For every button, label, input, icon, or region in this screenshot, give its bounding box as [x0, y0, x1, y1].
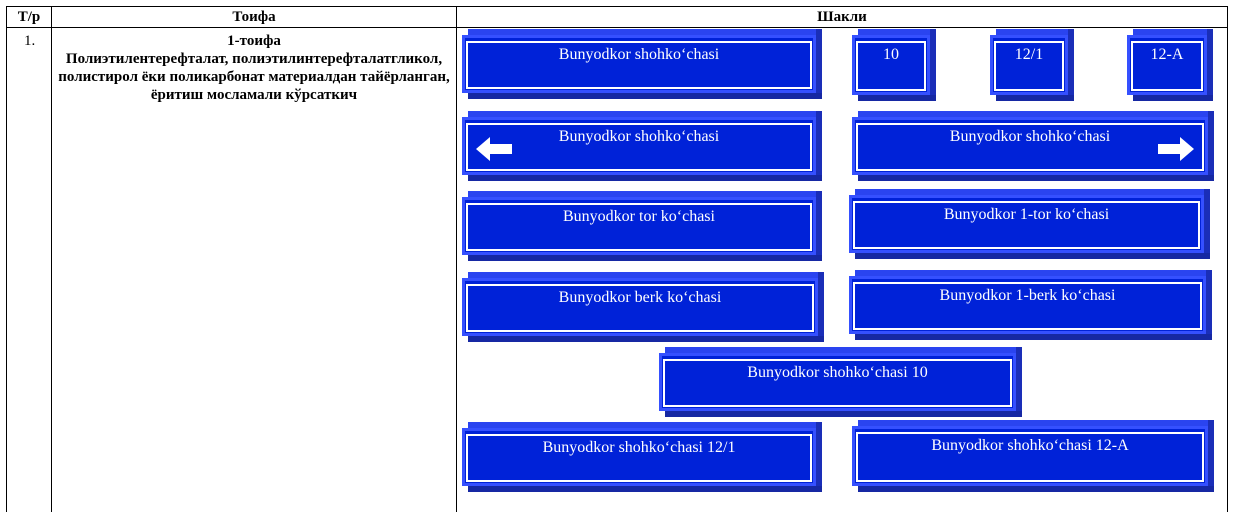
category-description: Полиэтилентерефталат, полиэтилинтерефталатгликол, полистирол ёки поликарбонат материалдан тайёрланган, ёритиш мосламали кўрсаткич	[58, 51, 450, 103]
table-border-left	[6, 6, 7, 512]
sign-number-10	[852, 35, 936, 101]
sign-address-12-a-label: Bunyodkor shohkoʻchasi 12-A	[931, 437, 1129, 454]
sign-number-12-a-label: 12-A	[1150, 46, 1184, 63]
header-shape: Шакли	[817, 9, 867, 25]
sign-tor-label: Bunyodkor tor koʻchasi	[563, 208, 715, 225]
sign-address-10	[659, 353, 1022, 417]
category-cell	[54, 32, 454, 104]
sign-berk-label: Bunyodkor berk koʻchasi	[558, 289, 722, 306]
sign-street-right-label: Bunyodkor shohkoʻchasi	[949, 128, 1111, 145]
sign-number-12-a	[1127, 35, 1213, 101]
sign-number-12-1	[990, 35, 1074, 101]
sign-street-left-arrow	[462, 117, 822, 181]
sign-1-tor-label: Bunyodkor 1-tor koʻchasi	[943, 206, 1110, 223]
table-border-top	[6, 6, 1228, 7]
sign-1-berk-street	[849, 276, 1212, 340]
sign-address-10-label: Bunyodkor shohkoʻchasi 10	[747, 364, 928, 381]
arrow-left-icon	[476, 137, 514, 161]
sign-address-12-1	[462, 428, 822, 492]
sign-street	[462, 35, 822, 99]
sign-tor-street	[462, 197, 822, 261]
sign-address-12-1-label: Bunyodkor shohkoʻchasi 12/1	[542, 439, 736, 456]
row-number: 1.	[24, 33, 36, 49]
sign-address-12-a	[852, 426, 1214, 492]
table-divider-2	[456, 6, 457, 512]
sign-street-label: Bunyodkor shohkoʻchasi	[558, 46, 720, 63]
table-border-header	[6, 27, 1228, 28]
table-border-right	[1227, 6, 1228, 512]
sign-berk-street	[462, 278, 824, 342]
header-category: Тоифа	[232, 9, 276, 25]
sign-1-berk-label: Bunyodkor 1-berk koʻchasi	[939, 287, 1116, 304]
category-title: 1-тоифа	[227, 33, 281, 49]
sign-1-tor-street	[849, 195, 1210, 259]
sign-number-12-1-label: 12/1	[1014, 46, 1044, 63]
sign-number-10-label: 10	[883, 46, 899, 63]
sign-street-left-label: Bunyodkor shohkoʻchasi	[558, 128, 720, 145]
sign-street-right-arrow	[852, 117, 1214, 181]
table-divider-1	[51, 6, 52, 512]
arrow-right-icon	[1156, 137, 1194, 161]
header-number: Т/р	[17, 9, 41, 25]
